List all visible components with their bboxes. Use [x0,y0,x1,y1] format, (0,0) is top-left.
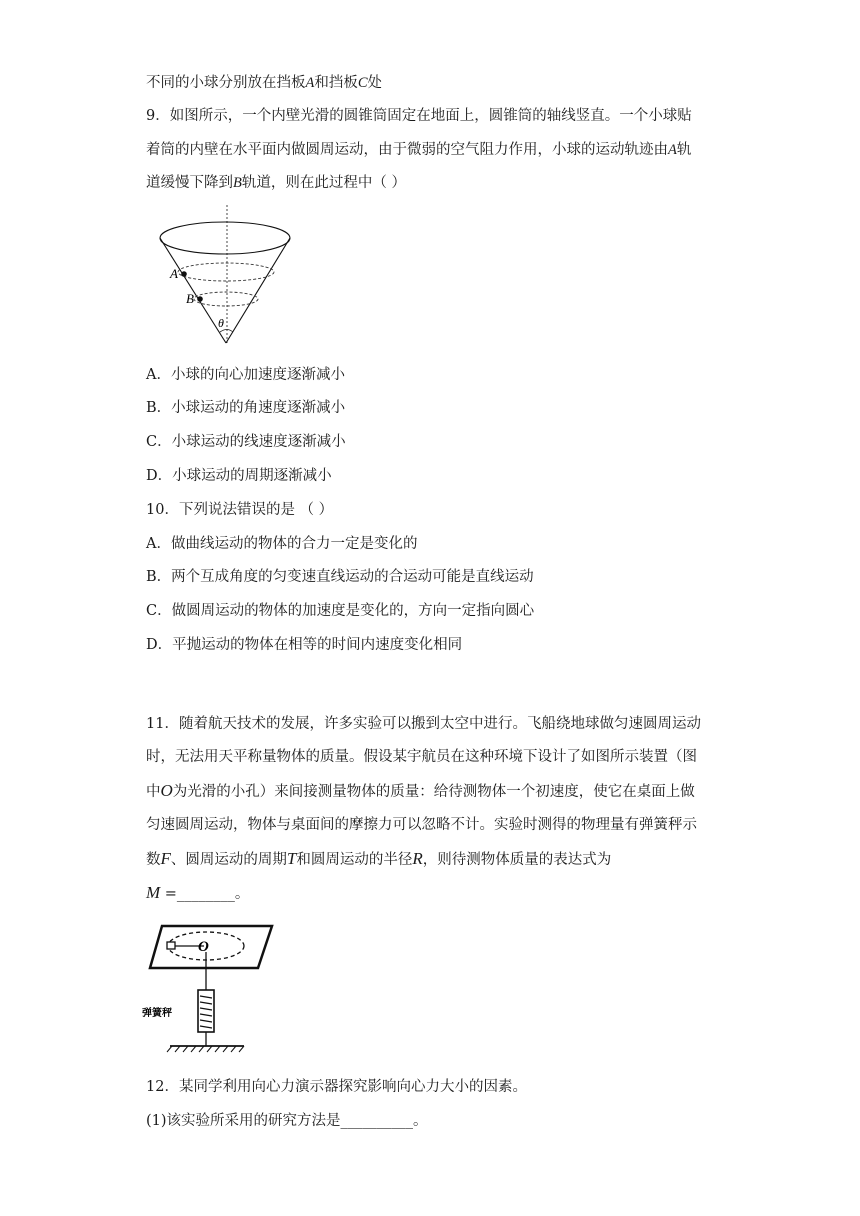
q11-stem-line2: 时，无法用天平称量物体的质量。假设某宇航员在这种环境下设计了如图所示装置（图 [146,749,697,765]
theta-label: θ [218,316,224,330]
q11-stem-line5: 数F、圆周运动的周期T和圆周运动的半径R，则待测物体质量的表达式为 [146,849,612,868]
spring-scale-figure [140,918,280,1056]
q10-option-b: B．两个互成角度的匀变速直线运动的合运动可能是直线运动 [146,569,534,585]
continuation-line: 不同的小球分别放在挡板A和挡板C处 [146,75,383,91]
q10-option-d: D．平抛运动的物体在相等的时间内速度变化相同 [146,637,463,653]
spring-scale-label: 弹簧秤 [142,1008,172,1019]
q9-stem-line3: 道缓慢下降到B轨道，则在此过程中（ ） [146,175,406,191]
point-a-label: A [170,266,178,281]
q10-option-a: A．做曲线运动的物体的合力一定是变化的 [146,536,418,552]
point-b-label: B [186,291,194,306]
q12-stem: 12．某同学利用向心力演示器探究影响向心力大小的因素。 [146,1079,527,1095]
cone-figure [150,205,300,350]
q9-stem-line1: 9．如图所示，一个内壁光滑的圆锥筒固定在地面上，圆锥筒的轴线竖直。一个小球贴 [146,108,692,124]
q9-stem-line2: 着筒的内壁在水平面内做圆周运动，由于微弱的空气阻力作用，小球的运动轨迹由A轨 [146,142,692,158]
q11-stem-line3: 中O为光滑的小孔）来间接测量物体的质量：给待测物体一个初速度，使它在桌面上做 [146,781,695,800]
q9-option-b: B．小球运动的角速度逐渐减小 [146,400,346,416]
q9-option-a: A．小球的向心加速度逐渐减小 [146,367,345,383]
q12-sub1: (1)该实验所采用的研究方法是__________。 [146,1113,428,1129]
q10-stem: 10．下列说法错误的是 （ ） [146,502,334,518]
q9-option-d: D．小球运动的周期逐渐减小 [146,468,332,484]
q11-stem-line1: 11．随着航天技术的发展，许多实验可以搬到太空中进行。飞船绕地球做匀速圆周运动 [146,716,701,732]
hole-o-label: O [198,939,209,955]
q10-option-c: C．做圆周运动的物体的加速度是变化的，方向一定指向圆心 [146,603,535,619]
q11-stem-line4: 匀速圆周运动，物体与桌面间的摩擦力可以忽略不计。实验时测得的物理量有弹簧秤示 [146,817,697,833]
q11-answer-line: M =________。 [146,883,250,902]
q9-option-c: C．小球运动的线速度逐渐减小 [146,434,346,450]
